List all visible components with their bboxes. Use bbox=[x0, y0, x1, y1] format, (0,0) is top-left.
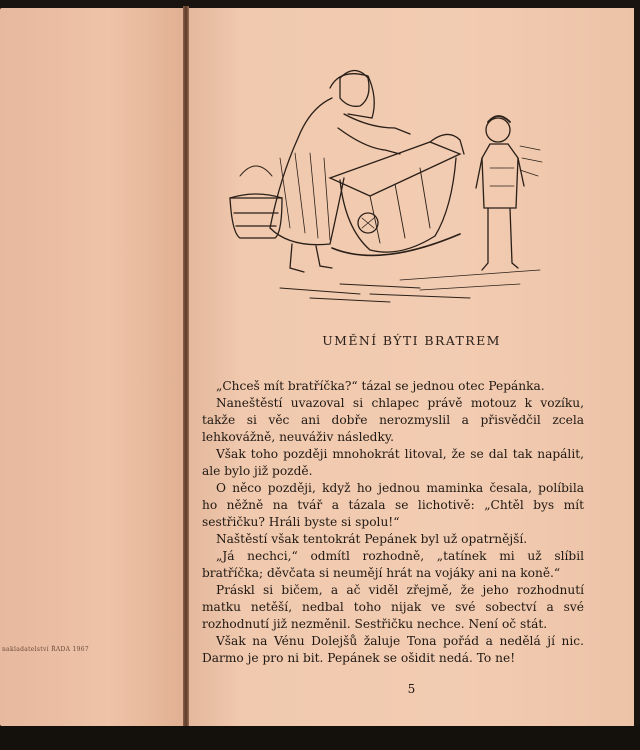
paragraph-2: Naneštěstí uvazoval si chlapec právě motouz k vozíku, takže si věc ani dobře nerozmyslil a přisvědčil zcela lehkovážně, neuváživ následky. bbox=[202, 396, 584, 444]
paragraph-3: Však toho později mnohokrát litoval, že se dal tak napálit, ale bylo již pozdě. bbox=[202, 447, 584, 478]
mother-cradle-boy-illustration bbox=[220, 58, 560, 308]
paragraph-8: Však na Vénu Dolejšů žaluje Tona pořád a nedělá jí nic. Darmo je pro ni bit. Pepánek se ošidit nedá. To ne! bbox=[202, 634, 584, 665]
paragraph-5: Naštěstí však tentokrát Pepánek byl už opatrnější. bbox=[216, 532, 528, 546]
paragraph-7: Práskl si bičem, a ač viděl zřejmě, že jeho rozhodnutí matku netěší, nedbal toho nijak ve své sobectví a své rozhodnutí již nezměnil. Sestřičku nechce. Není oč stát. bbox=[202, 583, 584, 631]
paragraph-1: „Chceš mít bratříčka?“ tázal se jednou otec Pepánka. bbox=[216, 379, 545, 393]
bottom-edge bbox=[0, 726, 640, 750]
page-number: 5 bbox=[407, 682, 416, 696]
chapter-title: UMĚNÍ BÝTI BRATREM bbox=[322, 333, 501, 348]
left-page-imprint: nakladatelství ŘADA 1967 bbox=[2, 646, 89, 653]
paragraph-4: O něco později, když ho jednou maminka česala, políbila ho něžně na tvář a tázala se lichotivě: „Chtěl bys mít sestřičku? Hráli byste si spolu!“ bbox=[202, 481, 584, 529]
paragraph-6: „Já nechci,“ odmítl rozhodně, „tatínek mi už slíbil bratříčka; děvčata si neumějí hrát na vojáky ani na koně.“ bbox=[202, 549, 584, 580]
body-text bbox=[202, 378, 584, 667]
left-page bbox=[0, 8, 183, 726]
